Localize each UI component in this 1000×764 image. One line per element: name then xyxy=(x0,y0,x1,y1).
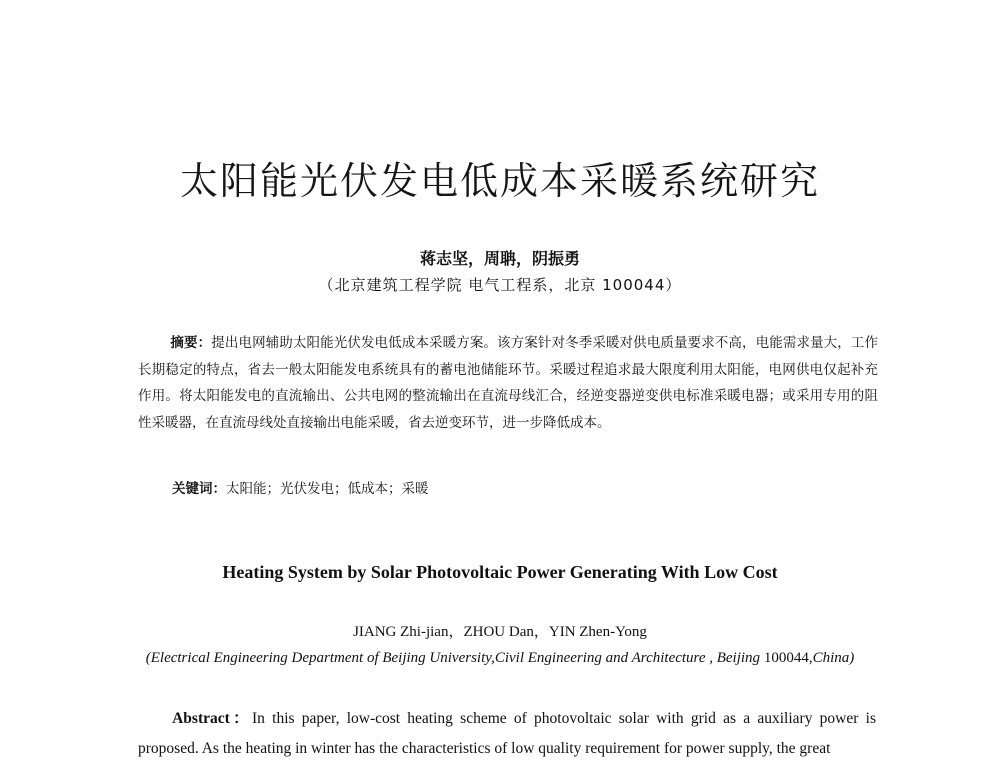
english-abstract-label: Abstract： xyxy=(172,710,252,727)
english-affiliation-country: ,China) xyxy=(808,650,855,666)
english-title: Heating System by Solar Photovoltaic Power Generating With Low Cost xyxy=(222,562,778,582)
english-abstract xyxy=(138,704,876,764)
chinese-abstract-text: 提出电网辅助太阳能光伏发电低成本采暖方案。该方案针对冬季采暖对供电质量要求不高，电能需求量大，工作长期稳定的特点，省去一般太阳能发电系统具有的蓄电池储能环节。采暖过程追求最大限度利用太阳能，电网供电仅起补充作用。将太阳能发电的直流输出、公共电网的整流输出在直流母线汇合，经逆变器逆变供电标准采暖电器；或采用专用的阻性采暖器，在直流母线处直接输出电能采暖，省去逆变环节，进一步降低成本。 xyxy=(138,335,879,431)
english-affiliation-institution: (Electrical Engineering Department of Beijing University,Civil Engineering and Architecture , Beijing xyxy=(145,650,764,666)
chinese-affiliation: （北京建筑工程学院 电气工程系，北京 100044） xyxy=(318,276,682,294)
chinese-title: 太阳能光伏发电低成本采暖系统研究 xyxy=(179,159,820,203)
chinese-keywords-text: 太阳能；光伏发电；低成本；采暖 xyxy=(226,481,429,497)
chinese-abstract-label: 摘要： xyxy=(170,335,212,351)
chinese-authors: 蒋志坚，周聃，阴振勇 xyxy=(419,249,580,268)
chinese-abstract xyxy=(138,330,878,436)
english-affiliation-postcode: 100044 xyxy=(763,650,809,666)
chinese-keywords xyxy=(172,478,872,500)
english-abstract-text: In this paper, low-cost heating scheme of photovoltaic solar with grid as a auxiliary power is proposed. As the heating in winter has the characteristics of low quality requirement for power supply, the great xyxy=(138,710,876,757)
english-affiliation xyxy=(0,650,1000,667)
english-authors: JIANG Zhi-jian，ZHOU Dan，YIN Zhen-Yong xyxy=(353,624,647,640)
chinese-keywords-label: 关键词： xyxy=(172,481,226,497)
